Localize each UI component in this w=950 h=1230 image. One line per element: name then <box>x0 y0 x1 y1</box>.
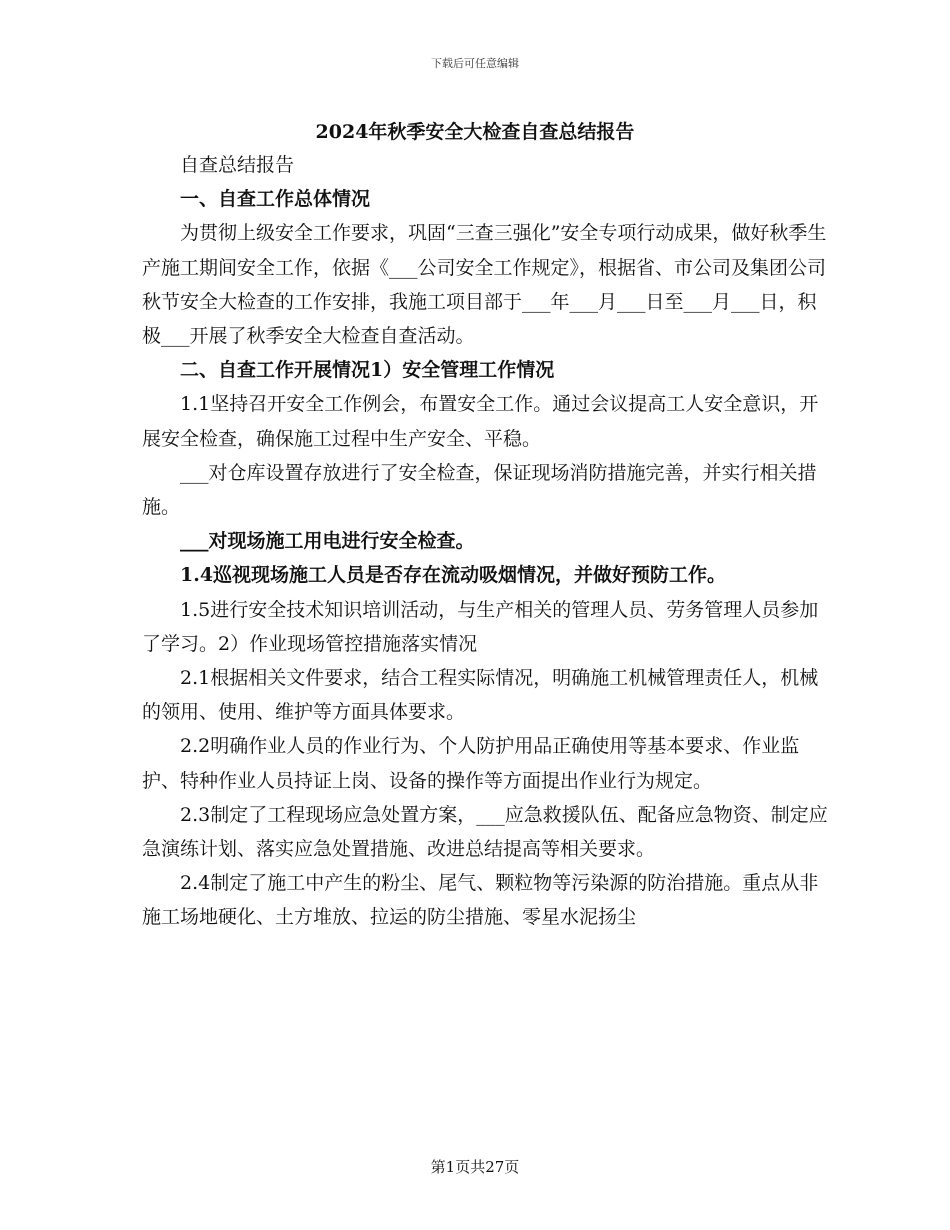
paragraph-1-4: 1.4巡视现场施工人员是否存在流动吸烟情况，并做好预防工作。 <box>180 564 727 587</box>
paragraph-1-3: ___对现场施工用电进行安全检查。 <box>180 530 475 553</box>
header-note: 下载后可任意编辑 <box>431 57 519 70</box>
paragraph-2-3: 2.3制定了工程现场应急处置方案，___应急救援队伍、配备应急物资、制定应急演练计划、落实应急处置措施、改进总结提高等相关要求。 <box>142 803 828 861</box>
heading-progress: 二、自查工作开展情况1）安全管理工作情况 <box>180 359 555 382</box>
paragraph-2-2: 2.2明确作业人员的作业行为、个人防护用品正确使用等基本要求、作业监护、特种作业人员持证上岗、设备的操作等方面提出作业行为规定。 <box>142 735 800 792</box>
paragraph-1-2: ___对仓库设置存放进行了安全检查，保证现场消防措施完善，并实行相关措施。 <box>142 461 817 519</box>
paragraph-overview: 为贯彻上级安全工作要求，巩固“三查三强化”安全专项行动成果，做好秋季生产施工期间安全工作，依据《___公司安全工作规定》，根据省、市公司及集团公司秋节安全大检查的工作安排，我施工项目部于___年___月___日至___月___日，积极___开展了秋季安全大检查自查活动。 <box>142 222 827 348</box>
heading-overview: 一、自查工作总体情况 <box>180 188 371 211</box>
document-title: 2024年秋季安全大检查自查总结报告 <box>315 121 635 143</box>
paragraph-1-1: 1.1坚持召开安全工作例会，布置安全工作。通过会议提高工人安全意识，开展安全检查，确保施工过程中生产安全、平稳。 <box>142 393 819 450</box>
paragraph-subtitle: 自查总结报告 <box>180 154 295 176</box>
paragraph-1-5: 1.5进行安全技术知识培训活动，与生产相关的管理人员、劳务管理人员参加了学习。2）作业现场管控措施落实情况 <box>142 598 819 655</box>
paragraph-2-1: 2.1根据相关文件要求，结合工程实际情况，明确施工机械管理责任人，机械的领用、使用、维护等方面具体要求。 <box>142 667 819 724</box>
document-body <box>142 148 832 935</box>
paragraph-2-4: 2.4制定了施工中产生的粉尘、尾气、颗粒物等污染源的防治措施。重点从非施工场地硬化、土方堆放、拉运的防尘措施、零星水泥扬尘 <box>142 872 819 929</box>
page-number: 第1页共27页 <box>430 1158 520 1176</box>
